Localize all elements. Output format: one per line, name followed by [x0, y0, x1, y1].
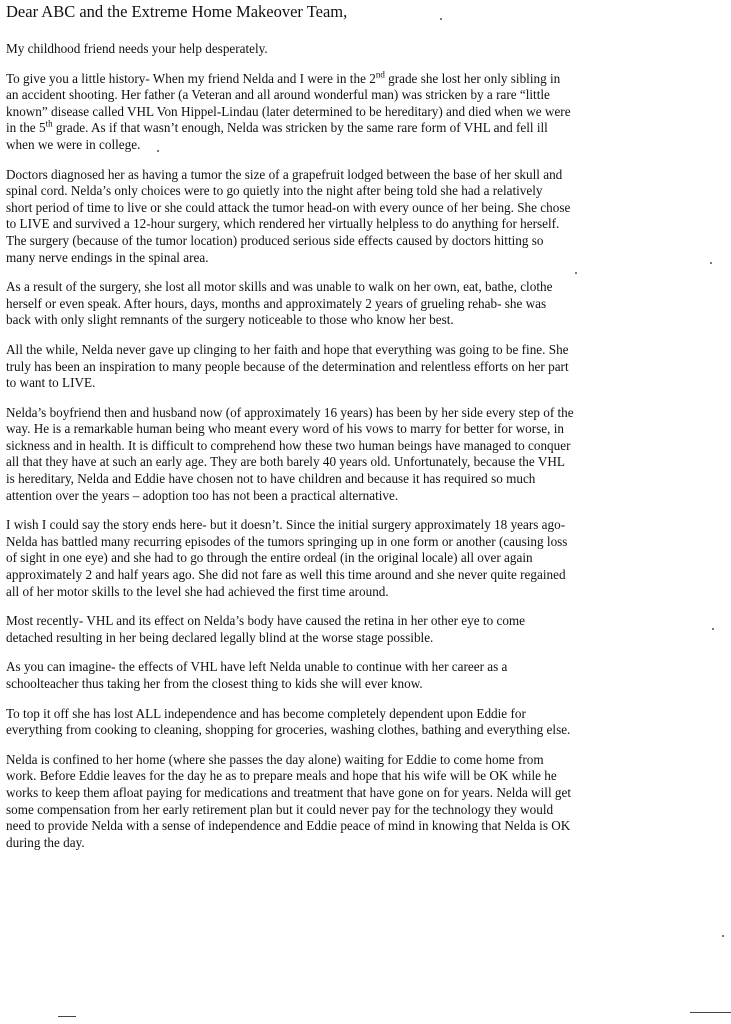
letter-body	[6, 41, 722, 864]
text-line: To give you a little history- When my friend Nelda and I were in the 2nd grade she lost her only sibling in	[6, 69, 561, 86]
paragraph-faith	[6, 342, 722, 392]
paragraph-career	[6, 659, 722, 692]
text-line: All the while, Nelda never gave up clinging to her faith and hope that everything was going to be fine. She	[6, 341, 569, 357]
text-line: some compensation from her early retirement plan but it could never pay for the technology they would	[6, 801, 554, 817]
text-line: many nerve endings in the spinal area.	[6, 249, 209, 265]
text-line: truly has been an inspiration to many people because of the determination and relentless efforts on her part	[6, 358, 569, 374]
text-line: when we were in college.	[6, 136, 141, 152]
text-line: in the 5th grade. As if that wasn’t enough, Nelda was stricken by the same rare form of VHL and fell ill	[6, 118, 548, 136]
text-line: everything from cooking to cleaning, shopping for groceries, washing clothes, bathing and everything else.	[6, 722, 571, 738]
text-line: schoolteacher thus taking her from the closest thing to kids she will ever know.	[6, 676, 423, 691]
text-line: To top it off she has lost ALL independence and has become completely dependent upon Eddie for	[6, 705, 526, 721]
text-line: detached resulting in her being declared legally blind at the worse stage possible.	[6, 629, 434, 645]
scan-speck	[712, 628, 714, 630]
text-line: sickness and in health. It is difficult to comprehend how these two human beings have managed to conquer	[6, 437, 571, 453]
text-line: The surgery (because of the tumor location) produced serious side effects caused by doctors hitting so	[6, 232, 544, 248]
text-line: to want to LIVE.	[6, 375, 96, 391]
text-line: back with only slight remnants of the surgery noticeable to those who know her best.	[6, 312, 454, 328]
scan-edge-line	[690, 1012, 731, 1013]
text-line: all of her motor skills to the level she had achieved the first time around.	[6, 583, 389, 599]
text-line: spinal cord. Nelda’s only choices were to go quietly into the night after being told she had a relatively	[6, 183, 543, 199]
paragraph-husband	[6, 405, 722, 505]
scan-speck	[440, 18, 442, 20]
paragraph-dependence	[6, 706, 722, 739]
text-line: approximately 2 and half years ago. She did not fare as well this time around and she never quite regained	[6, 567, 566, 583]
paragraph-diagnosis	[6, 167, 722, 267]
text-line: Nelda is confined to her home (where she passes the day alone) waiting for Eddie to come home from	[6, 751, 544, 767]
text-line: Nelda’s boyfriend then and husband now (of approximately 16 years) has been by her side every step of the	[6, 404, 574, 420]
text-line: during the day.	[6, 834, 85, 850]
text-line: need to provide Nelda with a sense of independence and Eddie peace of mind in knowing that Nelda is OK	[6, 818, 571, 834]
text-line: to LIVE and survived a 12-hour surgery, which rendered her virtually helpless to do anything for herself.	[6, 216, 560, 232]
scan-edge-line	[58, 1016, 76, 1017]
text-line: As you can imagine- the effects of VHL have left Nelda unable to continue with her career as a	[6, 659, 508, 675]
scan-speck	[710, 262, 712, 264]
paragraph-recurrence	[6, 517, 722, 600]
text-line: Nelda has battled many recurring episodes of the tumors springing up in one form or another (causing loss	[6, 533, 568, 549]
text-line: herself or even speak. After hours, days, months and approximately 2 years of grueling rehab- she was	[6, 295, 547, 311]
text-line: As a result of the surgery, she lost all motor skills and was unable to walk on her own, eat, bathe, clothe	[6, 279, 553, 295]
text-line: of sight in one eye) and she had to go through the entire ordeal (in the original locale) all over again	[6, 550, 533, 566]
scan-speck	[157, 150, 159, 152]
ordinal-suffix: nd	[375, 69, 385, 80]
text-line: an accident shooting. Her father (a Veteran and all around wonderful man) was stricken by a rare “little	[6, 87, 550, 103]
scan-speck	[722, 935, 724, 937]
paragraph-recovery	[6, 279, 722, 329]
text-line: way. He is a remarkable human being who meant every word of his vows to marry for better for worse, in	[6, 421, 564, 437]
text-line: work. Before Eddie leaves for the day he as to prepare meals and hope that his wife will be OK while he	[6, 768, 557, 784]
scan-speck	[575, 272, 577, 274]
text-line: Doctors diagnosed her as having a tumor the size of a grapefruit lodged between the base of her skull and	[6, 166, 563, 182]
text-line: short period of time to live or she could attack the tumor head-on with every ounce of her being. She chose	[6, 199, 571, 215]
letter-greeting: Dear ABC and the Extreme Home Makeover Team,	[6, 2, 348, 21]
ordinal-suffix: th	[45, 118, 53, 129]
paragraph-daily-life	[6, 752, 722, 852]
text-line: I wish I could say the story ends here- but it doesn’t. Since the initial surgery approximately 18 years ago-	[6, 517, 566, 533]
text-line: works to keep them afloat paying for medications and treatment that have gone on for years. Nelda will get	[6, 784, 572, 800]
text-line: all that they have at such an early age. They are both barely 40 years old. Unfortunately, because the VHL	[6, 454, 565, 470]
text-line: My childhood friend needs your help desperately.	[6, 41, 268, 56]
paragraph-plea	[6, 41, 722, 58]
text-line: is hereditary, Nelda and Eddie have chosen not to have children and because it has required so much	[6, 471, 536, 487]
paragraph-blindness	[6, 613, 722, 646]
text-line: Most recently- VHL and its effect on Nelda’s body have caused the retina in her other eye to come	[6, 613, 526, 629]
text-line: known” disease called VHL Von Hippel-Lindau (later determined to be hereditary) and died when we were	[6, 103, 571, 119]
paragraph-history	[6, 71, 722, 154]
text-line: attention over the years – adoption too has not been a practical alternative.	[6, 487, 399, 503]
